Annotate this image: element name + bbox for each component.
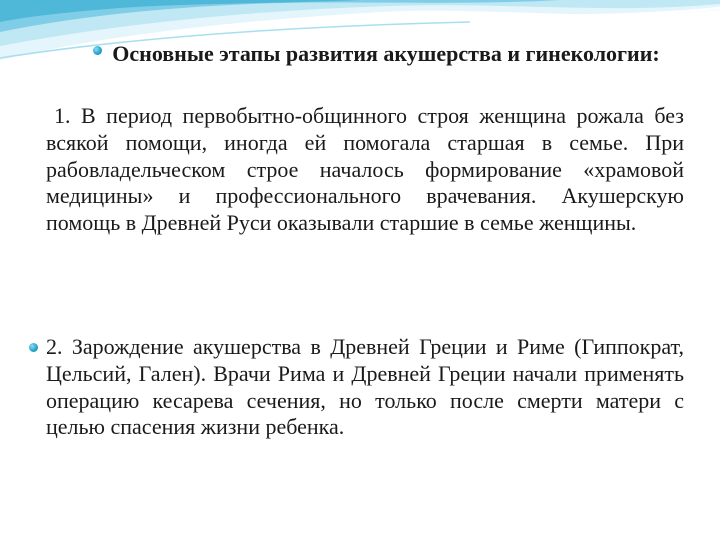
- paragraph-1: 1. В период первобытно-общинного строя женщина рожала без всякой помощи, иногда ей помогала старшая в семье. При рабовладельческом строе началось формирование «храмовой медицины» и профессионального врачевания. Акушерскую помощь в Древней Руси оказывали старшие в семье женщины.: [46, 103, 684, 236]
- bullet-dot-icon: [93, 46, 102, 55]
- paragraph-2: 2. Зарождение акушерства в Древней Греции и Риме (Гиппократ, Цельсий, Гален). Врачи Рима и Древней Греции начали применять операцию кесарева сечения, но только после смерти матери с целью спасения жизни ребенка.: [46, 334, 684, 440]
- bullet-dot-icon: [29, 343, 38, 352]
- slide-title: Основные этапы развития акушерства и гинекологии:: [112, 41, 660, 66]
